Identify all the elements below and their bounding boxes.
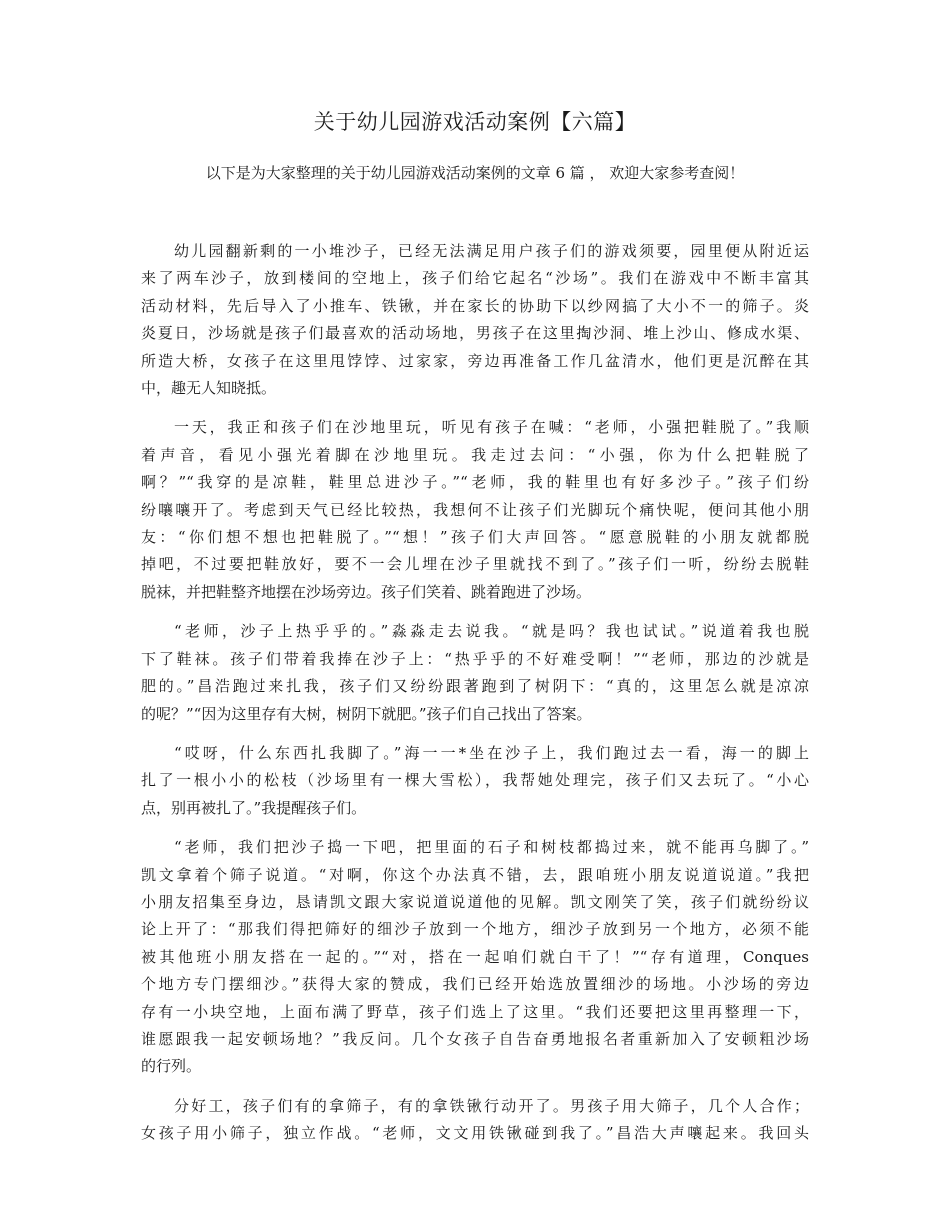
paragraph-line: 论上开了：“那我们得把筛好的细沙子放到一个地方，细沙子放到另一个地方，必须不能 — [141, 920, 809, 939]
paragraph-line: 谁愿跟我一起安顿场地？”我反问。几个女孩子自告奋勇地报名者重新加入了安顿粗沙场 — [141, 1029, 809, 1048]
paragraph — [141, 1093, 809, 1148]
paragraph-line: 下了鞋袜。孩子们带着我捧在沙子上：“热乎乎的不好难受啊！”“老师，那边的沙就是 — [141, 649, 809, 668]
paragraph — [141, 834, 809, 1081]
paragraph-line: 友：“你们想不想也把鞋脱了。”“想！”孩子们大声回答。“愿意脱鞋的小朋友就都脱 — [141, 528, 809, 547]
paragraph-line: “老师，沙子上热乎乎的。”淼淼走去说我。“就是吗？我也试试。”说道着我也脱 — [174, 622, 809, 641]
paragraph-line: 扎了一根小小的松枝（沙场里有一棵大雪松），我帮她处理完，孩子们又去玩了。“小心 — [141, 771, 809, 790]
paragraph — [141, 618, 809, 728]
paragraph-line: 纷嚷嚷开了。考虑到天气已经比较热，我想何不让孩子们光脚玩个痛快呢，便问其他小朋 — [141, 500, 809, 519]
paragraph-line: 小朋友招集至身边，恳请凯文跟大家说道说道他的见解。凯文刚笑了笑，孩子们就纷纷议 — [141, 892, 809, 911]
paragraph-line: 所造大桥，女孩子在这里甩饽饽、过家家，旁边再准备工作几盆清水，他们更是沉醉在其 — [141, 351, 809, 370]
paragraph-line: 被其他班小朋友搭在一起的。”“对，搭在一起咱们就白干了！”“存有道理，Conques — [141, 947, 809, 966]
paragraph-line: 活动材料，先后导入了小推车、铁锹，并在家长的协助下以纱网搞了大小不一的筛子。炎 — [141, 296, 809, 315]
paragraph — [141, 238, 809, 402]
paragraph-line: “老师，我们把沙子捣一下吧，把里面的石子和树枝都捣过来，就不能再乌脚了。” — [174, 838, 809, 857]
paragraph-line: 点，别再被扎了。”我提醒孩子们。 — [141, 798, 367, 817]
document-intro: 以下是为大家整理的关于幼儿园游戏活动案例的文章 6 篇 ， 欢迎大家参考查阅！ — [205, 164, 745, 182]
paragraph-line: 分好工，孩子们有的拿筛子，有的拿铁锹行动开了。男孩子用大筛子，几个人合作； — [174, 1096, 809, 1115]
paragraph-line: 来了两车沙子，放到楼间的空地上，孩子们给它起名“沙场”。我们在游戏中不断丰富其 — [141, 269, 809, 288]
paragraph-line: “哎呀，什么东西扎我脚了。”海一一*坐在沙子上，我们跑过去一看，海一的脚上 — [174, 743, 809, 762]
paragraph-line: 幼儿园翻新剩的一小堆沙子，已经无法满足用户孩子们的游戏须要，园里便从附近运 — [174, 242, 809, 260]
paragraph-line: 着声音，看见小强光着脚在沙地里玩。我走过去问：“小强，你为什么把鞋脱了 — [141, 445, 809, 464]
paragraph-line: 炎夏日，沙场就是孩子们最喜欢的活动场地，男孩子在这里掏沙洞、堆上沙山、修成水渠、 — [141, 324, 809, 343]
paragraph-line: 个地方专门摆细沙。”获得大家的赞成，我们已经开始选放置细沙的场地。小沙场的旁边 — [141, 975, 809, 994]
paragraph-line: 肥的。”昌浩跑过来扎我，孩子们又纷纷跟著跑到了树阴下：“真的，这里怎么就是凉凉 — [141, 677, 809, 696]
paragraph-line: 女孩子用小筛子，独立作战。“老师，文文用铁锹碰到我了。”昌浩大声嚷起来。我回头 — [141, 1124, 809, 1143]
paragraph-line: 一天，我正和孩子们在沙地里玩，听见有孩子在喊：“老师，小强把鞋脱了。”我顺 — [174, 418, 809, 437]
paragraph-line: 的呢？”“因为这里存有大树，树阴下就肥。”孩子们自己找出了答案。 — [141, 704, 592, 723]
document-body — [141, 238, 809, 1160]
paragraph-line: 脱袜，并把鞋整齐地摆在沙场旁边。孩子们笑着、跳着跑进了沙场。 — [141, 582, 592, 601]
paragraph — [141, 740, 809, 822]
paragraph-line: 啊？”“我穿的是凉鞋，鞋里总进沙子。”“老师，我的鞋里也有好多沙子。”孩子们纷 — [141, 473, 809, 492]
paragraph-line: 掉吧，不过要把鞋放好，要不一会儿埋在沙子里就找不到了。”孩子们一听，纷纷去脱鞋 — [141, 555, 809, 574]
paragraph-line: 存有一小块空地，上面布满了野草，孩子们选上了这里。“我们还要把这里再整理一下， — [141, 1002, 809, 1021]
paragraph-line: 凯文拿着个筛子说道。“对啊，你这个办法真不错，去，跟咱班小朋友说道说道。”我把 — [141, 865, 809, 884]
paragraph-line: 中，趣无人知晓抵。 — [141, 379, 277, 398]
document-title: 关于幼儿园游戏活动案例【六篇】 — [313, 110, 637, 134]
paragraph — [141, 414, 809, 606]
paragraph-line: 的行列。 — [141, 1057, 202, 1076]
